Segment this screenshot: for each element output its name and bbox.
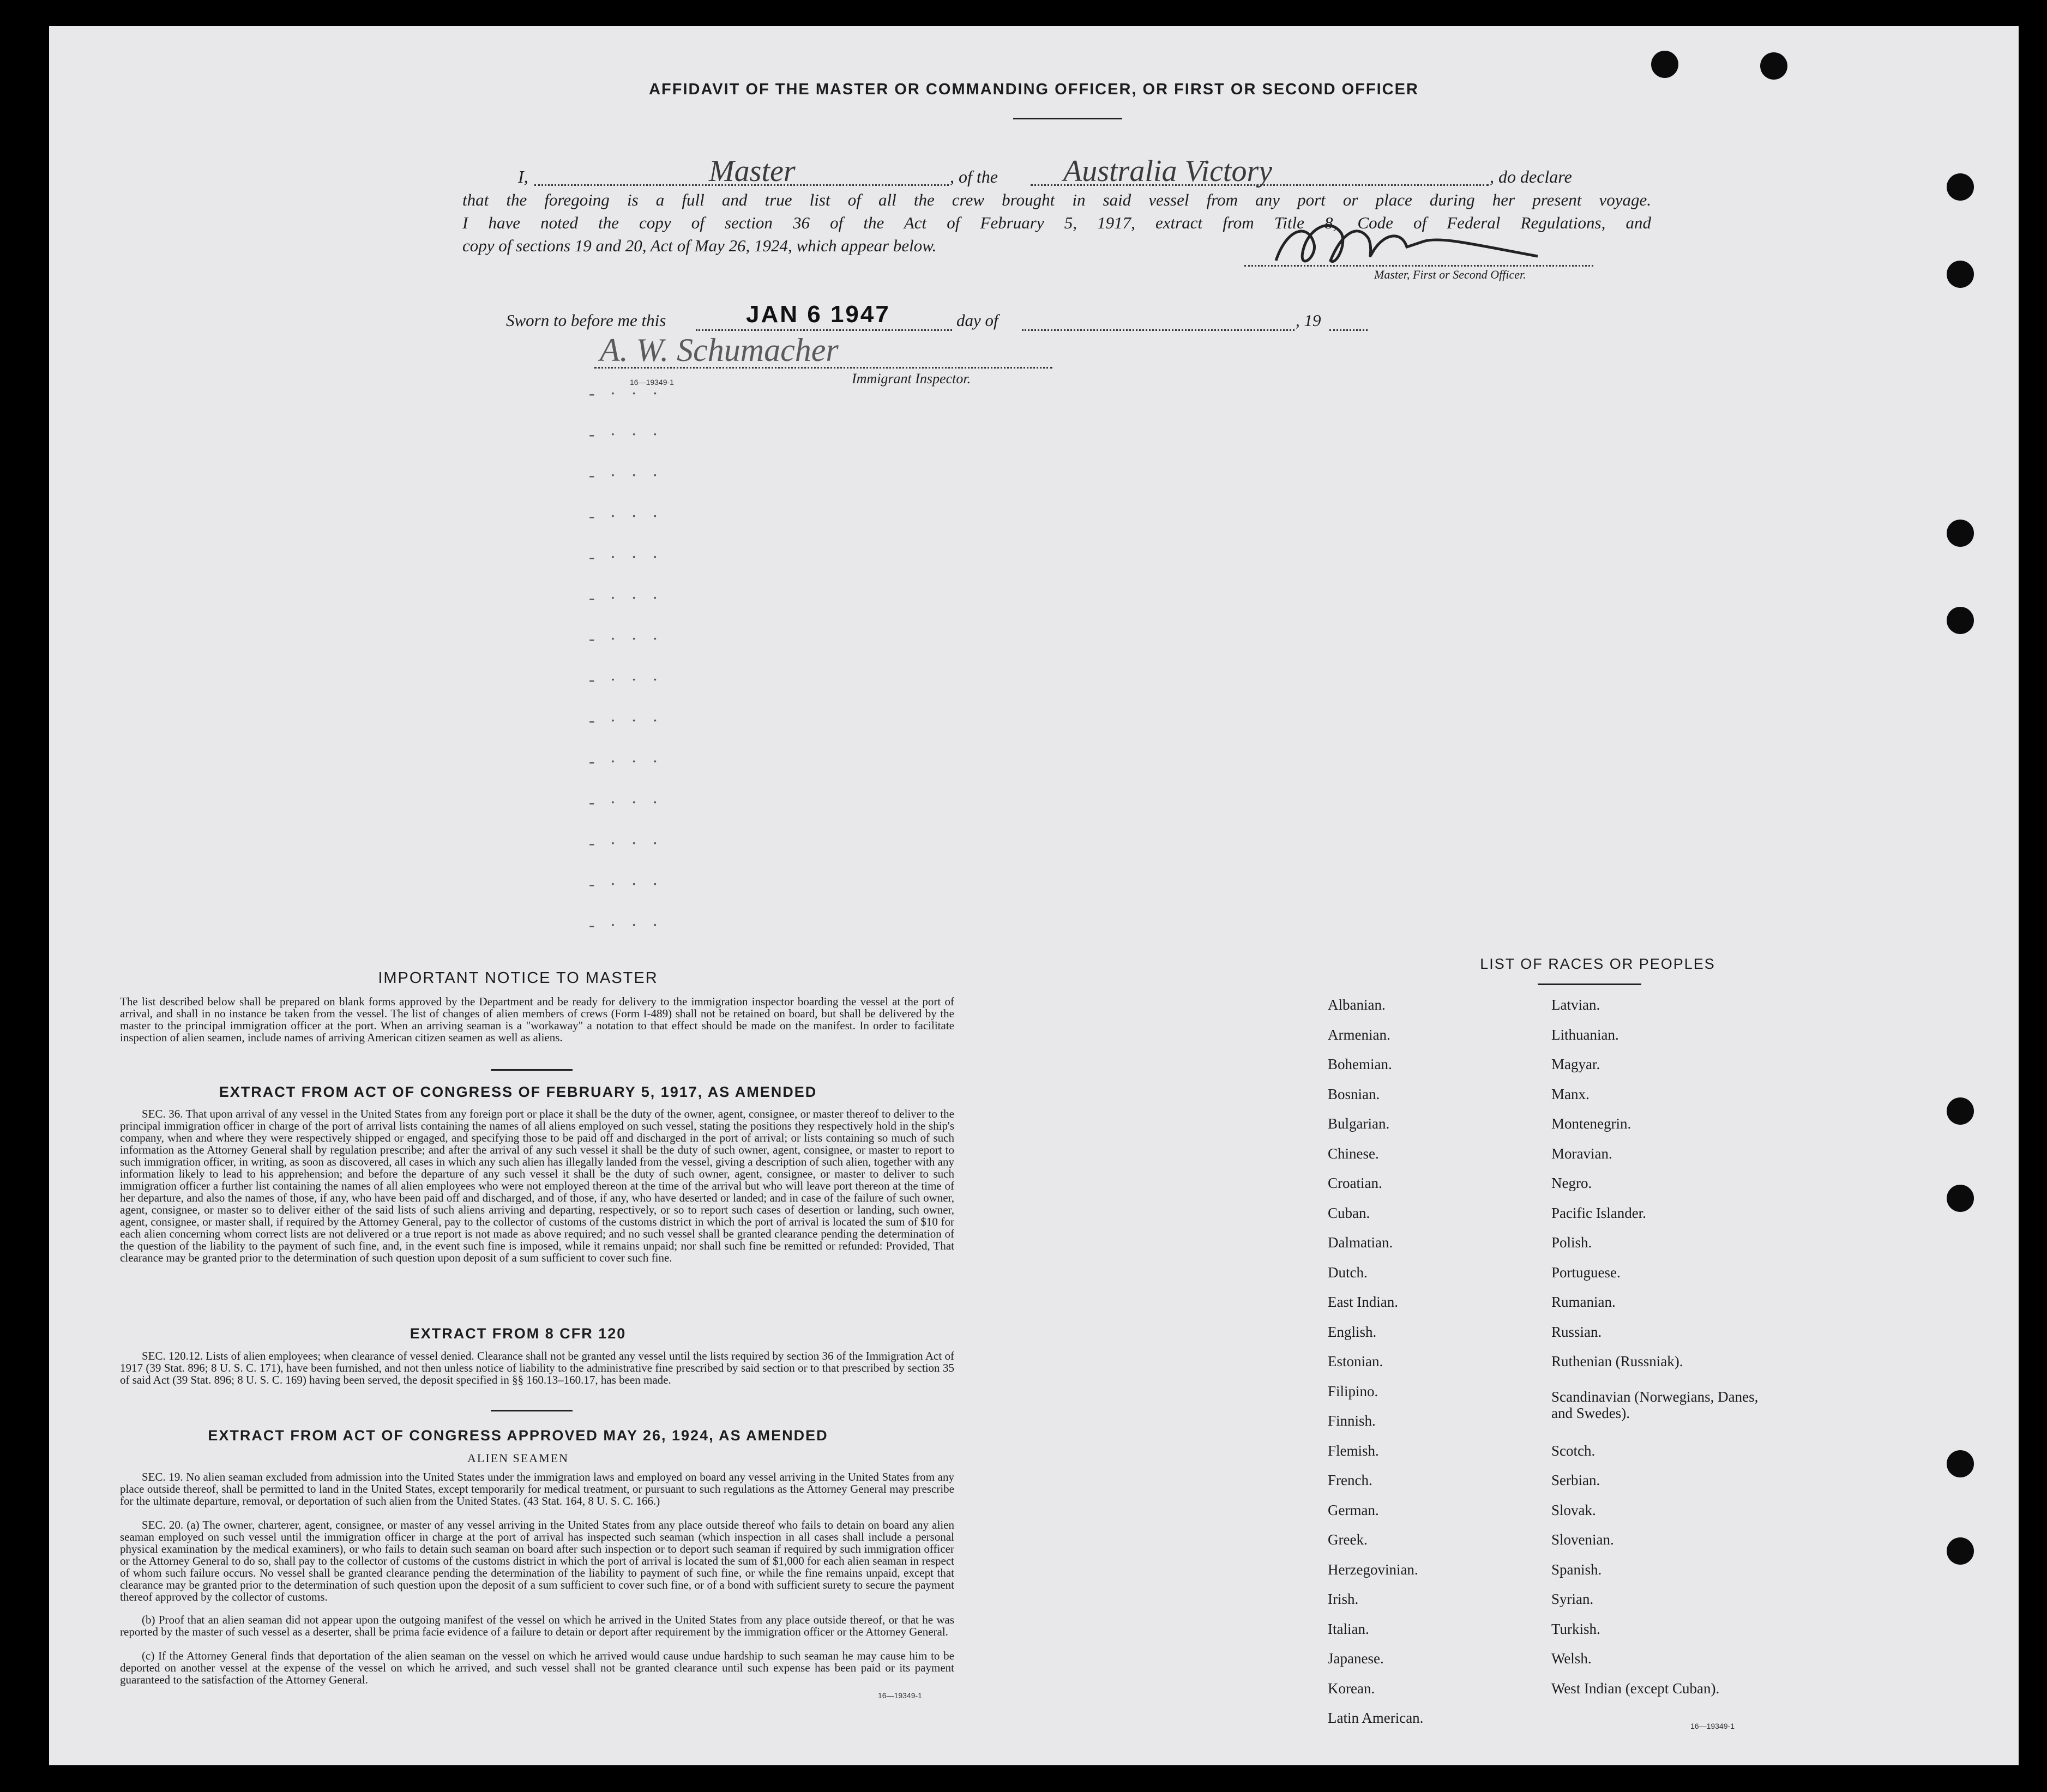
blank-row-marker: - · · ·: [589, 424, 664, 444]
race-item: Moravian.: [1551, 1145, 1612, 1162]
race-item: Russian.: [1551, 1323, 1602, 1340]
extract-1924-sec20c: (c) If the Attorney General finds that deportation of the alien seaman on the vessel on which he arrived would cause undue hardship to such seaman he may cause him to be deported on another vessel at the expense of the vessel on which he arrived, and such vessel shall not be granted clearance until such expense has been paid or its payment guaranteed to the satisfaction of the Attorney General.: [120, 1649, 954, 1686]
punch-hole: [1947, 261, 1974, 288]
form-number: 16—19349-1: [630, 378, 674, 387]
blank-row-marker: - · · ·: [589, 874, 664, 894]
blank-row-marker: - · · ·: [589, 506, 664, 526]
race-item: Finnish.: [1328, 1413, 1376, 1429]
race-item: Serbian.: [1551, 1472, 1600, 1488]
race-item: Herzegovinian.: [1328, 1561, 1418, 1578]
year-prefix: , 19: [1296, 311, 1321, 330]
race-item: Polish.: [1551, 1234, 1592, 1251]
blank-row-marker: - · · ·: [589, 669, 664, 689]
extract-1924-sec20a: SEC. 20. (a) The owner, charterer, agent, consignee, or master of any vessel arriving in the United States from any place outside thereof who fails to detain on board any alien seaman employed on such vessel until the immigration officer in charge at the port of arrival has inspected such seaman (which inspection in all cases shall include a personal physical examination by the medical examiners), or who fails to detain such seaman on board after such inspection or to deport such seaman if required by such immigration officer or the Attorney General to do so, shall pay to the collector of customs of the customs district in which the port of arrival is located the sum of $1,000 for each alien seaman in respect of whom such failure occurs. No vessel shall be granted clearance pending the determination of the liability to payment of such fine, or while the fine remains unpaid, except that clearance may be granted prior to the determination of such question upon the deposit of a sum sufficient to cover such fine, or of a bond with sufficient surety to secure the payment thereof approved by the collector of customs.: [120, 1518, 954, 1603]
sworn-prefix: Sworn to before me this: [506, 311, 666, 330]
form-number: 16—19349-1: [878, 1691, 922, 1700]
races-heading-underline: [1538, 984, 1641, 985]
race-item: Bosnian.: [1328, 1085, 1380, 1102]
affidavit-heading: AFFIDAVIT OF THE MASTER OR COMMANDING OFFICER, OR FIRST OR SECOND OFFICER: [649, 81, 1419, 98]
race-item: Japanese.: [1328, 1650, 1384, 1667]
race-item: Syrian.: [1551, 1591, 1594, 1607]
master-signature-caption: Master, First or Second Officer.: [1374, 268, 1526, 281]
extract-1917-text: SEC. 36. That upon arrival of any vessel in the United States from any foreign port or place it shall be the duty of the owner, agent, consignee, or master thereof to deliver to the principal immigration officer in charge of the port of arrival lists containing the names of all aliens employed on such vessel, stating the positions they respectively hold in the ship's company, when and where they were respectively shipped or engaged, and specifying those to be paid off and discharged in the port of arrival; or lists containing so much of such information as the Attorney General shall by regulation prescribe; and after the arrival of any such vessel it shall be the duty of such owner, agent, consignee, or master to report to such immigration officer, in writing, as soon as discovered, all cases in which any such alien has illegally landed from the vessel, giving a description of such alien, together with any information likely to lead to his apprehension; and before the departure of any such vessel it shall be the duty of such owner, agent, consignee, or master to deliver to such immigration officer a further list containing the names of all alien employees who were not employed thereon at the time of the arrival but who will leave port thereon at the time of her departure, and also the names of those, if any, who have been paid off and discharged, and of those, if any, who have deserted or landed; and in case of the failure of such owner, agent, consignee, or master so to deliver either of the said lists of such aliens arriving and departing, respectively, or so to report such cases of desertion or landing, such owner, agent, consignee, or master shall, if required by the Attorney General, pay to the collector of customs of the customs district in which the port of arrival is located the sum of $10 for each alien concerning whom correct lists are not delivered or a true report is not made as above required; and no such vessel shall be granted clearance pending the determination of the question of the liability to the payment of such fine, and, in the event such fine is imposed, while it remains unpaid; nor shall such fine be remitted or refunded: Provided, That clearance may be granted prior to the determination of such question upon deposit of a sum sufficient to cover such fine.: [120, 1107, 954, 1264]
punch-hole: [1947, 520, 1974, 547]
alien-seamen-subheading: ALIEN SEAMEN: [467, 1451, 569, 1465]
race-item: German.: [1328, 1501, 1379, 1518]
race-item: Slovak.: [1551, 1501, 1596, 1518]
race-item: Dalmatian.: [1328, 1234, 1393, 1251]
sworn-date-field: [696, 329, 952, 331]
race-item: West Indian (except Cuban).: [1551, 1680, 1720, 1697]
blank-row-marker: - · · ·: [589, 547, 664, 566]
of-the-text: , of the: [950, 167, 998, 186]
declaration-body-line: I have noted the copy of section 36 of the Act of February 5, 1917, extract from Title 8, Code of Federal Regulations, and: [462, 213, 1651, 232]
race-item: Latin American.: [1328, 1710, 1424, 1726]
declaration-line: [518, 154, 1649, 189]
race-item: Dutch.: [1328, 1264, 1368, 1281]
inspector-caption: Immigrant Inspector.: [852, 371, 971, 387]
blank-row-marker: - · · ·: [589, 588, 664, 607]
race-item: Scandinavian (Norwegians, Danes, and Swedes).: [1551, 1388, 1759, 1421]
vessel-handwritten: Australia Victory: [1063, 154, 1273, 188]
race-item: Portuguese.: [1551, 1264, 1621, 1281]
race-item: Chinese.: [1328, 1145, 1379, 1162]
race-item: Croatian.: [1328, 1175, 1382, 1191]
race-item: English.: [1328, 1323, 1377, 1340]
notice-text: The list described below shall be prepared on blank forms approved by the Department and be ready for delivery to the immigration inspector boarding the vessel at the port of arrival, and shall in no instance be taken from the vessel. The list of changes of alien members of crews (Form I-489) shall not be retained on board, but shall be delivered by the master to the principal immigration officer at the port. When an arriving seaman is a "workaway" a notation to that effect should be made on the manifest. In order to facilitate inspection of alien seamen, include names of arriving American citizen seamen as well as aliens.: [120, 995, 954, 1044]
race-item: Filipino.: [1328, 1383, 1378, 1399]
race-item: Spanish.: [1551, 1561, 1602, 1578]
month-field: [1022, 329, 1295, 331]
race-item: Flemish.: [1328, 1442, 1379, 1459]
inspector-signature-line: [594, 367, 1052, 369]
race-item: Negro.: [1551, 1175, 1592, 1191]
blank-row-marker: - · · ·: [589, 833, 664, 853]
declaration-body-line: that the foregoing is a full and true list of all the crew brought in said vessel from any port or place during her present voyage.: [462, 190, 1651, 209]
punch-hole: [1947, 1537, 1974, 1565]
race-item: Korean.: [1328, 1680, 1375, 1697]
race-item: Bulgarian.: [1328, 1115, 1390, 1132]
race-item: Rumanian.: [1551, 1294, 1616, 1310]
races-heading: LIST OF RACES OR PEOPLES: [1480, 956, 1715, 972]
inspector-signature: A. W. Schumacher: [600, 332, 839, 368]
blank-row-marker: - · · ·: [589, 710, 664, 730]
race-item: Pacific Islander.: [1551, 1204, 1646, 1221]
extract-1917-heading: EXTRACT FROM ACT OF CONGRESS OF FEBRUARY 5, 1917, AS AMENDED: [219, 1084, 817, 1100]
document-page: [49, 26, 2019, 1765]
race-item: Manx.: [1551, 1085, 1590, 1102]
race-item: Italian.: [1328, 1620, 1369, 1637]
heading-underline: [1013, 118, 1122, 119]
race-item: Welsh.: [1551, 1650, 1592, 1667]
declaration-pronoun: I,: [518, 167, 528, 186]
race-item: Albanian.: [1328, 997, 1386, 1013]
form-number: 16—19349-1: [1690, 1722, 1735, 1730]
race-item: Cuban.: [1328, 1204, 1370, 1221]
blank-row-marker: - · · ·: [589, 915, 664, 934]
blank-row-marker: - · · ·: [589, 465, 664, 485]
race-item: Latvian.: [1551, 997, 1600, 1013]
race-item: Slovenian.: [1551, 1531, 1614, 1548]
year-field: [1329, 329, 1368, 331]
blank-row-marker: - · · ·: [589, 792, 664, 812]
declarant-handwritten: Master: [709, 154, 796, 188]
blank-row-marker: - · · ·: [589, 751, 664, 771]
do-declare-text: , do declare: [1490, 167, 1572, 186]
day-of-text: day of: [956, 311, 998, 330]
race-item: East Indian.: [1328, 1294, 1398, 1310]
date-stamp: JAN 6 1947: [746, 301, 890, 328]
race-item: Greek.: [1328, 1531, 1368, 1548]
punch-hole: [1947, 1450, 1974, 1477]
race-item: Scotch.: [1551, 1442, 1596, 1459]
extract-1924-heading: EXTRACT FROM ACT OF CONGRESS APPROVED MAY 26, 1924, AS AMENDED: [208, 1427, 828, 1444]
punch-hole: [1947, 1097, 1974, 1125]
extract-1924-sec19: SEC. 19. No alien seaman excluded from admission into the United States under the immigration laws and employed on board any vessel arriving in the United States from any place outside thereof, shall be permitted to land in the United States, except temporarily for medical treatment, or pursuant to such regulations as the Attorney General may prescribe for the ultimate departure, removal, or deportation of such alien from the United States. (43 Stat. 164, 8 U. S. C. 166.): [120, 1470, 954, 1507]
race-item: French.: [1328, 1472, 1372, 1488]
race-item: Magyar.: [1551, 1056, 1600, 1072]
race-item: Lithuanian.: [1551, 1026, 1619, 1043]
declaration-body-line: copy of sections 19 and 20, Act of May 26, 1924, which appear below.: [462, 236, 937, 255]
master-signature-line: [1244, 265, 1593, 267]
punch-hole: [1760, 52, 1787, 80]
blank-row-marker: - · · ·: [589, 629, 664, 648]
race-item: Estonian.: [1328, 1353, 1383, 1369]
extract-cfr-text: SEC. 120.12. Lists of alien employees; when clearance of vessel denied. Clearance shall not be granted any vessel until the lists required by section 36 of the Immigration Act of 1917 (39 Stat. 896; 8 U. S. C. 171), have been furnished, and not then unless notice of liability to the administrative fine prescribed by said section or to that prescribed by section 35 of said Act (39 Stat. 896; 8 U. S. C. 169) having been served, the deposit specified in §§ 160.13–160.17, has been made.: [120, 1349, 954, 1386]
race-item: Ruthenian (Russniak).: [1551, 1353, 1683, 1369]
blank-row-marker: - · · ·: [589, 383, 664, 403]
section-divider: [491, 1410, 573, 1411]
race-item: Armenian.: [1328, 1026, 1390, 1043]
race-item: Montenegrin.: [1551, 1115, 1631, 1132]
punch-hole: [1947, 173, 1974, 201]
section-divider: [491, 1069, 573, 1071]
race-item: Bohemian.: [1328, 1056, 1392, 1072]
punch-hole: [1947, 607, 1974, 634]
punch-hole: [1651, 51, 1678, 78]
extract-1924-sec20b: (b) Proof that an alien seaman did not appear upon the outgoing manifest of the vessel on which he arrived in the United States from any place outside thereof, or that he was reported by the master of such vessel as a deserter, shall be prima facie evidence of a failure to detain or deport after requirement by the immigration officer or the Attorney General.: [120, 1613, 954, 1638]
notice-heading: IMPORTANT NOTICE TO MASTER: [378, 969, 658, 987]
race-item: Turkish.: [1551, 1620, 1600, 1637]
race-item: Irish.: [1328, 1591, 1359, 1607]
punch-hole: [1947, 1185, 1974, 1212]
extract-cfr-heading: EXTRACT FROM 8 CFR 120: [410, 1325, 627, 1342]
